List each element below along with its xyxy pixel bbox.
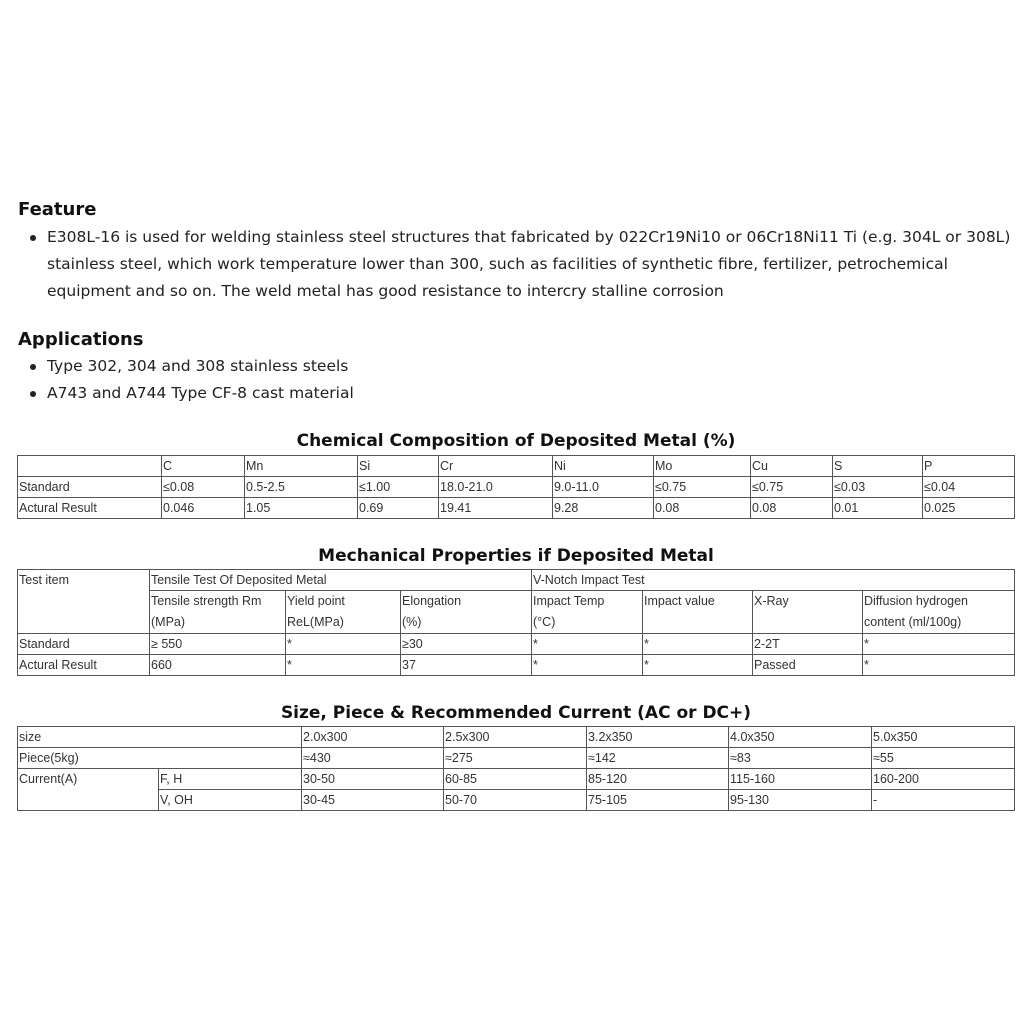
table-cell: Test item — [18, 570, 150, 634]
table-cell: * — [286, 634, 401, 655]
table-row — [18, 769, 1015, 790]
table-cell: ≤0.75 — [654, 477, 751, 498]
table-cell: P — [923, 456, 1015, 477]
application-text: Type 302, 304 and 308 stainless steels — [47, 357, 349, 375]
feature-text: E308L-16 is used for welding stainless steel structures that fabricated by 022Cr19Ni10 or 06Cr18Ni11 Ti (e.g. 304L or 308L) stainless steel, which work temperature lower than 300, such as facilities of synthetic fibre, fertilizer, petrochemical equipment and so on. The weld metal has good resistance to intercry stalline corrosion — [47, 228, 1011, 300]
table-cell: Impact Temp (°C) — [532, 591, 643, 634]
table-cell: 0.5-2.5 — [245, 477, 358, 498]
bullet-icon — [30, 391, 36, 397]
table-cell: 115-160 — [729, 769, 872, 790]
table-cell: 0.046 — [162, 498, 245, 519]
table-cell: 50-70 — [444, 790, 587, 811]
application-text: A743 and A744 Type CF-8 cast material — [47, 384, 354, 402]
table-cell: 2.0x300 — [302, 727, 444, 748]
table-cell: F, H — [159, 769, 302, 790]
table-cell: 95-130 — [729, 790, 872, 811]
bullet-icon — [30, 364, 36, 370]
list-item — [22, 353, 922, 380]
table-cell: Yield point ReL(MPa) — [286, 591, 401, 634]
table-group-header: V-Notch Impact Test — [532, 570, 1015, 591]
table-header-row — [18, 570, 1015, 591]
table-cell: 4.0x350 — [729, 727, 872, 748]
table-row — [18, 748, 1015, 769]
table-cell: 0.69 — [358, 498, 439, 519]
table-cell: S — [833, 456, 923, 477]
mechanical-table-title: Mechanical Properties if Deposited Metal — [318, 546, 714, 566]
table-header-row — [18, 591, 1015, 634]
table-row — [18, 790, 1015, 811]
table-cell: ≤0.75 — [751, 477, 833, 498]
table-cell: 3.2x350 — [587, 727, 729, 748]
table-cell: 60-85 — [444, 769, 587, 790]
applications-list — [22, 353, 922, 407]
feature-list — [22, 224, 1012, 305]
table-cell: 2-2T — [753, 634, 863, 655]
table-header-row — [18, 456, 1015, 477]
table-cell: 19.41 — [439, 498, 553, 519]
table-cell: Mo — [654, 456, 751, 477]
table-cell: 0.08 — [751, 498, 833, 519]
table-cell: 9.0-11.0 — [553, 477, 654, 498]
table-cell: ≈142 — [587, 748, 729, 769]
table-cell: ≈83 — [729, 748, 872, 769]
table-cell: 18.0-21.0 — [439, 477, 553, 498]
table-cell: 37 — [401, 655, 532, 676]
applications-heading: Applications — [18, 329, 144, 350]
table-cell: ≤0.03 — [833, 477, 923, 498]
table-cell: 30-45 — [302, 790, 444, 811]
table-cell: Actural Result — [18, 498, 162, 519]
table-cell: 85-120 — [587, 769, 729, 790]
table-cell: ≈55 — [872, 748, 1015, 769]
table-cell: Cr — [439, 456, 553, 477]
table-cell: ≈275 — [444, 748, 587, 769]
table-row — [18, 655, 1015, 676]
table-cell: X-Ray — [753, 591, 863, 634]
table-cell: * — [863, 655, 1015, 676]
table-cell: Standard — [18, 477, 162, 498]
table-cell: 160-200 — [872, 769, 1015, 790]
table-row — [18, 634, 1015, 655]
table-cell: Ni — [553, 456, 654, 477]
bullet-icon — [30, 235, 36, 241]
list-item — [22, 224, 1012, 305]
mechanical-table — [17, 569, 1015, 676]
size-table-title: Size, Piece & Recommended Current (AC or DC+) — [280, 703, 752, 723]
table-cell: C — [162, 456, 245, 477]
table-cell: ≤0.04 — [923, 477, 1015, 498]
table-cell: Current(A) — [18, 769, 159, 811]
table-cell: * — [532, 634, 643, 655]
table-cell: size — [18, 727, 302, 748]
table-cell: Standard — [18, 634, 150, 655]
table-cell: Cu — [751, 456, 833, 477]
table-row — [18, 477, 1015, 498]
table-cell: 9.28 — [553, 498, 654, 519]
table-group-header: Tensile Test Of Deposited Metal — [150, 570, 532, 591]
size-table — [17, 726, 1015, 811]
table-cell: 2.5x300 — [444, 727, 587, 748]
table-cell: Mn — [245, 456, 358, 477]
table-cell: 660 — [150, 655, 286, 676]
list-item — [22, 380, 922, 407]
table-cell: Elongation (%) — [401, 591, 532, 634]
table-cell: ≤0.08 — [162, 477, 245, 498]
table-cell: ≥ 550 — [150, 634, 286, 655]
table-cell: Tensile strength Rm (MPa) — [150, 591, 286, 634]
table-cell: 5.0x350 — [872, 727, 1015, 748]
table-cell: Si — [358, 456, 439, 477]
table-cell: 75-105 — [587, 790, 729, 811]
chemical-table — [17, 455, 1015, 519]
table-cell: 30-50 — [302, 769, 444, 790]
table-cell: Diffusion hydrogen content (ml/100g) — [863, 591, 1015, 634]
table-cell: Actural Result — [18, 655, 150, 676]
table-cell: 0.01 — [833, 498, 923, 519]
table-cell: * — [863, 634, 1015, 655]
table-cell: V, OH — [159, 790, 302, 811]
table-cell: 0.08 — [654, 498, 751, 519]
table-cell: 0.025 — [923, 498, 1015, 519]
table-cell: * — [532, 655, 643, 676]
table-cell: ≤1.00 — [358, 477, 439, 498]
table-cell: * — [643, 655, 753, 676]
table-cell: ≥30 — [401, 634, 532, 655]
table-cell: * — [643, 634, 753, 655]
table-cell: Piece(5kg) — [18, 748, 302, 769]
table-cell — [18, 456, 162, 477]
table-cell: - — [872, 790, 1015, 811]
table-cell: 1.05 — [245, 498, 358, 519]
table-row — [18, 498, 1015, 519]
table-cell: * — [286, 655, 401, 676]
feature-heading: Feature — [18, 199, 97, 220]
table-cell: Impact value — [643, 591, 753, 634]
table-row — [18, 727, 1015, 748]
table-cell: ≈430 — [302, 748, 444, 769]
chemical-table-title: Chemical Composition of Deposited Metal (%) — [296, 431, 736, 451]
table-cell: Passed — [753, 655, 863, 676]
